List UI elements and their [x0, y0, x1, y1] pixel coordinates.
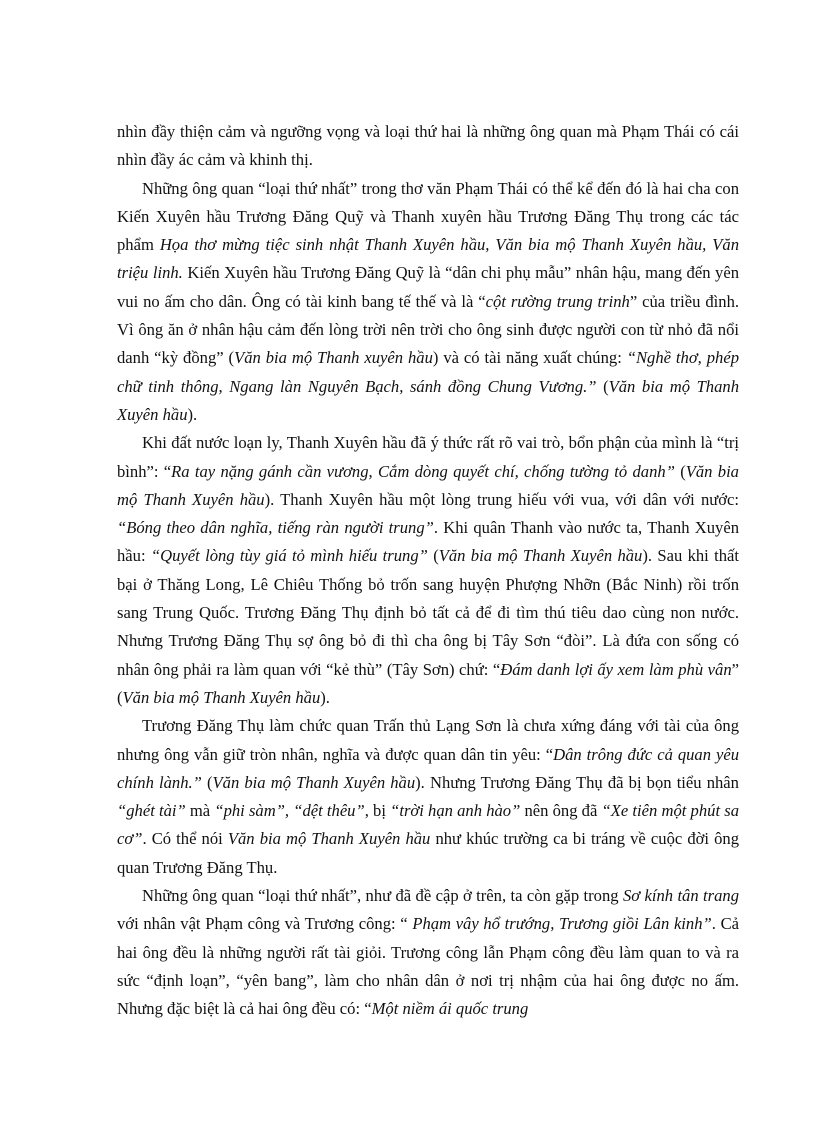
text-run: . Khi quân Thanh vào nước ta, Thanh Xuyên hầu: — [117, 518, 739, 566]
text-run: ) và có tài năng xuất chúng: — [432, 348, 627, 368]
italic-text: Văn bia mộ Thanh xuyên hầu — [234, 348, 433, 368]
body-text — [117, 118, 739, 1024]
paragraph-2 — [117, 175, 739, 430]
italic-text: Văn bia mộ Thanh Xuyên hầu — [227, 829, 431, 849]
text-run: ( — [427, 546, 439, 566]
paragraph-1 — [117, 118, 739, 175]
text-run: , bị — [364, 801, 391, 821]
italic-text: Đám danh lợi ấy xem làm phù vân — [500, 659, 732, 679]
italic-text: “ghét tài” — [117, 801, 186, 821]
italic-text: cột rường trung trinh — [485, 291, 630, 311]
text-run: ( — [596, 376, 609, 396]
italic-text: “Nghề thơ, phép chữ tinh thông, Ngang làn Nguyên Bạch, sánh đồng Chung Vương.” — [117, 348, 739, 396]
text-run: ). — [320, 687, 330, 707]
italic-text: Dân trông đức cả quan yêu chính lành.” — [117, 744, 739, 792]
italic-text: “phi sàm”, “dệt thêu” — [214, 801, 365, 821]
paragraph-5 — [117, 882, 739, 1023]
text-run: như khúc trường ca bi tráng về cuộc đời ông quan Trương Đăng Thụ. — [117, 829, 739, 877]
italic-text: Một niềm ái quốc trung — [371, 999, 529, 1019]
text-run: mà — [185, 801, 215, 821]
italic-text: Văn bia mộ Thanh Xuyên hầu — [117, 461, 739, 509]
text-run: ( — [201, 772, 213, 792]
italic-text: Văn bia mộ Thanh Xuyên hầu — [117, 376, 739, 424]
text-run: . Cả hai ông đều là những người rất tài giỏi. Trương công lẫn Phạm công đều làm quan to và ra sức “định loạn”, “yên bang”, làm cho nhân dân ở nơi trị nhậm của hai ông được no ấm. Nhưng đặc biệt là cả hai ông đều có: “ — [117, 914, 739, 1019]
text-run: Những ông quan “loại thứ nhất”, như đã đề cập ở trên, ta còn gặp trong — [142, 886, 623, 906]
italic-text: “Bóng theo dân nghĩa, tiếng ràn người trung” — [117, 518, 434, 538]
text-run: ” ( — [117, 659, 739, 707]
text-run: ). Thanh Xuyên hầu một lòng trung hiếu với vua, với dân với nước: — [264, 489, 739, 509]
italic-text: “Quyết lòng tùy giá tỏ mình hiếu trung” — [150, 546, 428, 566]
text-run: . Có thể nói — [142, 829, 228, 849]
italic-text: Văn bia mộ Thanh Xuyên hầu — [438, 546, 643, 566]
text-run: ). Nhưng Trương Đăng Thụ đã bị bọn tiểu nhân — [415, 772, 739, 792]
paragraph-3 — [117, 429, 739, 712]
text-run: Khi đất nước loạn ly, Thanh Xuyên hầu đã ý thức rất rõ vai trò, bổn phận của mình là “trị bình”: “ — [117, 433, 739, 481]
text-run: ). — [187, 404, 198, 424]
text-run: ). Sau khi thất bại ở Thăng Long, Lê Chiêu Thống bỏ trốn sang huyện Phượng Nhỡn (Bắc Ninh) rồi trốn sang Trung Quốc. Trương Đăng Thụ định bỏ tất cả để đi tìm thú tiêu dao cùng non nước. Nhưng Trương Đăng Thụ sợ ông bỏ đi thì cha ông bị Tây Sơn “đòi”. Là đứa con sống có nhân ông phải ra làm quan với “kẻ thù” (Tây Sơn) chứ: “ — [117, 546, 739, 679]
italic-text: Họa thơ mừng tiệc sinh nhật Thanh Xuyên hầu, Văn bia mộ Thanh Xuyên hầu, Văn triệu linh. — [117, 235, 739, 283]
italic-text: Phạm vây hổ trướng, Trương giồi Lân kinh” — [412, 914, 712, 934]
text-run: Kiến Xuyên hầu Trương Đăng Quỹ là “dân chi phụ mẫu” nhân hậu, mang đến yên vui no ấm cho dân. Ông có tài kinh bang tế thế và là “ — [117, 263, 739, 311]
text-run: nên ông đã — [520, 801, 602, 821]
text-run: Trương Đăng Thụ làm chức quan Trấn thủ Lạng Sơn là chưa xứng đáng với tài của ông nhưng ông vẫn giữ tròn nhân, nghĩa và được quan dân tin yêu: “ — [117, 716, 739, 764]
text-run: nhìn đầy thiện cảm và ngưỡng vọng và loại thứ hai là những ông quan mà Phạm Thái có cái nhìn đầy ác cảm và khinh thị. — [117, 122, 739, 170]
italic-text: Văn bia mộ Thanh Xuyên hầu — [212, 772, 416, 792]
italic-text: “Xe tiên một phút sa cơ” — [117, 801, 739, 849]
italic-text: Văn bia mộ Thanh Xuyên hầu — [122, 687, 321, 707]
italic-text: Sơ kính tân trang — [622, 886, 739, 906]
paragraph-4 — [117, 712, 739, 882]
italic-text: “trời hạn anh hào” — [390, 801, 521, 821]
italic-text: Ra tay nặng gánh cần vương, Cắm dòng quyết chí, chống tường tỏ danh” — [171, 461, 675, 481]
text-run: với nhân vật Phạm công và Trương công: “ — [117, 914, 413, 934]
text-run: ( — [674, 461, 686, 481]
text-run: ” của triều đình. Vì ông ăn ở nhân hậu cảm đến lòng trời nên trời cho ông sinh được người con từ nhỏ đã nổi danh “kỳ đồng” ( — [117, 291, 740, 368]
text-run: Những ông quan “loại thứ nhất” trong thơ văn Phạm Thái có thể kể đến đó là hai cha con Kiến Xuyên hầu Trương Đăng Quỹ và Thanh xuyên hầu Trương Đăng Thụ trong các tác phẩm — [117, 178, 739, 255]
